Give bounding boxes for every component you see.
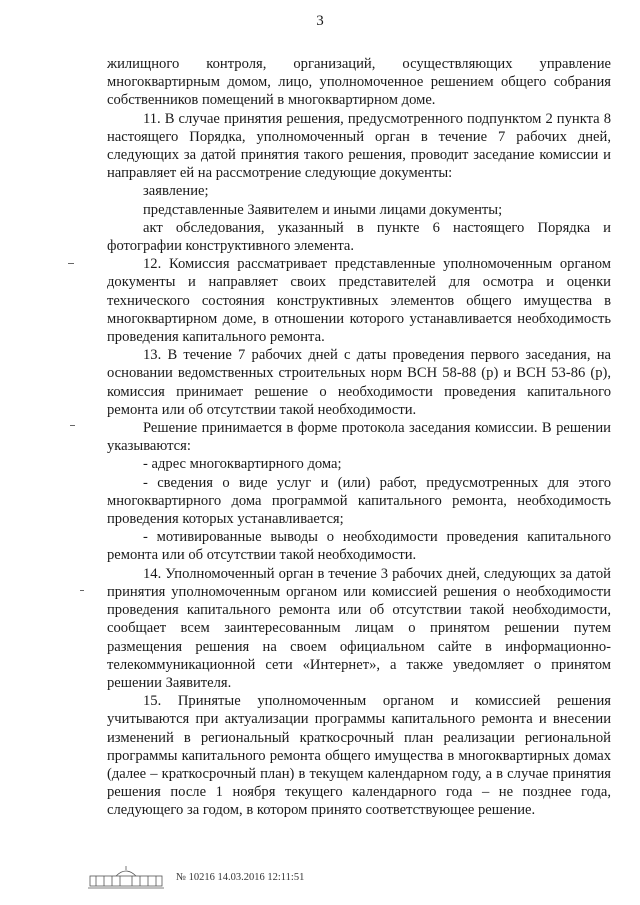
scan-mark [70,425,75,426]
list-item-address: - адрес многоквартирного дома; [143,456,342,473]
list-item-documents: представленные Заявителем и иными лицами документы; [143,201,503,218]
footer [84,864,384,890]
paragraph-12: 12. Комиссия рассматривает представленные уполномоченным органом документы и направляет своих представителей для осмотра и оценки технического состояния конструктивных элементов общего имущества в многоквартирном доме, в отношении которого устанавливается необходимость проведения капитального ремонта. [107,256,611,346]
paragraph-15: 15. Принятые уполномоченным органом и комиссией решения учитываются при актуализации программы капитального ремонта и внесении изменений в региональный краткосрочный план реализации региональной программы капитального ремонта общего имущества в многоквартирных домах (далее – краткосрочный план) в текущем календарном году, а в случае принятия решения после 1 ноября текущего календарного года – не позднее года, следующего за годом, в котором принято соответствующее решение. [107,693,611,819]
scan-mark [68,263,74,264]
list-item-conclusions: - мотивированные выводы о необходимости проведения капитального ремонта или об отсутствии такой необходимости. [107,529,611,564]
building-logo-icon [86,864,166,890]
list-item-services: - сведения о виде услуг и (или) работ, предусмотренных для этого многоквартирного дома программой капитального ремонта, необходимость проведения которых устанавливается; [107,474,611,528]
paragraph-11: 11. В случае принятия решения, предусмотренного подпунктом 2 пункта 8 настоящего Порядка, уполномоченный орган в течение 7 рабочих дней, следующих за датой принятия такого решения, проводит заседание комиссии и направляет ей на рассмотрение следующие документы: [107,110,611,182]
list-item-application: заявление; [143,183,209,200]
paragraph-continuation: жилищного контроля, организаций, осуществляющих управление многоквартирным домом, лицо, уполномоченное решением общего собрания собственников помещений в многоквартирном доме. [107,56,611,109]
list-item-inspection-act: акт обследования, указанный в пункте 6 настоящего Порядка и фотографии конструктивного элемента. [107,219,611,255]
paragraph-14: 14. Уполномоченный орган в течение 3 рабочих дней, следующих за датой принятия уполномоченным органом или комиссией решения о необходимости проведения капитального ремонта или об отсутствии такой необходимости, сообщает всем заинтересованным лицам о принятом решении путем размещения решения на своем официальном сайте в информационно-телекоммуникационной сети «Интернет», а также уведомляет о принятом решении Заявителя. [107,565,611,691]
document-body [107,55,611,820]
scan-mark [80,590,84,591]
paragraph-13: 13. В течение 7 рабочих дней с даты проведения первого заседания, на основании ведомственных строительных норм ВСН 58-88 (р) и ВСН 53-86 (р), комиссия принимает решение о необходимости проведения капитального ремонта или об отсутствии такой необходимости. [107,347,611,418]
registration-stamp: № 10216 14.03.2016 12:11:51 [176,872,305,883]
page-number: 3 [316,13,324,29]
paragraph-decision: Решение принимается в форме протокола заседания комиссии. В решении указываются: [107,420,611,455]
